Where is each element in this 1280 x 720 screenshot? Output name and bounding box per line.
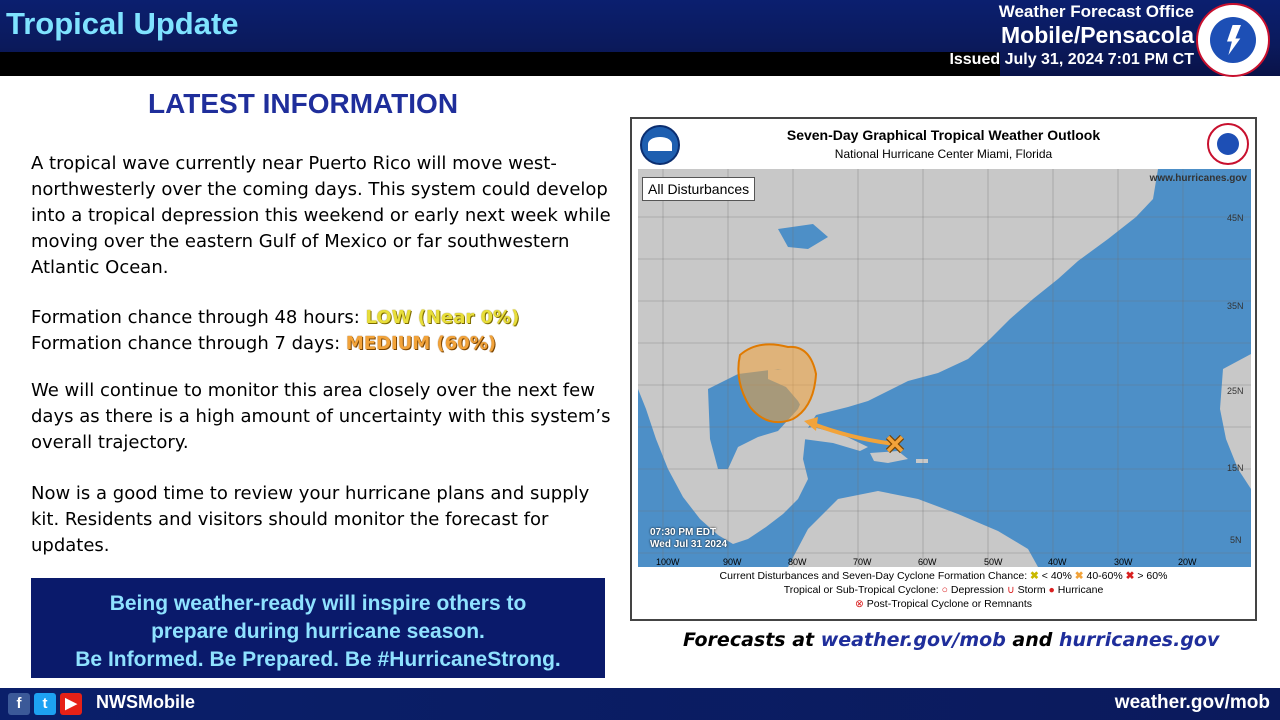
youtube-icon[interactable]: ▶ [60,693,82,715]
legend-row3: Post-Tropical Cyclone or Remnants [866,598,1033,610]
lon-label-40: 40W [1048,557,1067,567]
puerto-rico [916,459,928,463]
weather-ready-box [31,578,605,678]
legend-row2-label: Tropical or Sub-Tropical Cyclone: [783,584,939,596]
lon-label-90: 90W [723,557,742,567]
header-stripe [0,52,1000,76]
weather-gov-link[interactable]: weather.gov/mob [820,629,1006,651]
formation-chances [31,305,611,357]
paragraph-wave: A tropical wave currently near Puerto Rico will move west-northwesterly over the coming days. This system could develop into a tropical depression this weekend or early next week while moving over the eastern Gulf of Mexico or far southwestern Atlantic Ocean. [31,153,611,278]
office-block [949,2,1194,71]
medium-chance-x-icon: ✖ [1074,570,1084,582]
office-name: Mobile/Pensacola [1000,22,1194,48]
lon-label-50: 50W [984,557,1003,567]
map-timestamp [650,527,727,551]
chance7-label: Formation chance through 7 days: [31,333,346,354]
paragraph-monitor: We will continue to monitor this area closely over the next few days as there is a high amount of uncertainty with this system’s overall trajectory. [31,380,611,453]
outlook-map-panel [630,117,1257,621]
forecasts-line [683,629,1219,651]
high-chance-x-icon: ✖ [1125,570,1135,582]
lat-label-35: 35N [1227,301,1244,311]
footer-bar [0,688,1280,720]
storm-icon: ∪ [1006,584,1015,596]
legend-depression: Depression [950,584,1005,596]
legend-storm: Storm [1017,584,1046,596]
page-title: Tropical Update [6,6,239,41]
ready-line2: prepare during hurricane season. [151,620,485,643]
all-disturbances-label: All Disturbances [642,177,755,201]
social-icons [8,693,82,715]
legend-low: < 40% [1041,570,1072,582]
lon-label-100: 100W [656,557,680,567]
legend-med: 40-60% [1086,570,1123,582]
twitter-icon[interactable]: t [34,693,56,715]
legend-row1-label: Current Disturbances and Seven-Day Cyclone Formation Chance: [719,570,1028,582]
header-bar [0,0,1280,76]
ready-line3: Be Informed. Be Prepared. Be #HurricaneStrong. [75,648,561,671]
lat-label-5: 5N [1230,535,1242,545]
nws-small-logo-icon [1207,123,1249,165]
lon-label-70: 70W [853,557,872,567]
outlook-title: Seven-Day Graphical Tropical Weather Outlook [786,127,1101,143]
ready-line1: Being weather-ready will inspire others to [109,592,527,615]
lat-label-15: 15N [1227,463,1244,473]
legend-high: > 60% [1137,570,1168,582]
hurricanes-gov-link[interactable]: hurricanes.gov [1059,629,1220,651]
lat-label-45: 45N [1227,213,1244,223]
office-label: Weather Forecast Office [998,2,1194,21]
low-chance-x-icon: ✖ [1030,570,1039,582]
outlook-subtitle: National Hurricane Center Miami, Florida [834,147,1053,161]
issued-time: Issued July 31, 2024 7:01 PM CT [949,51,1194,68]
outlook-map [638,169,1251,567]
lat-label-25: 25N [1227,386,1244,396]
map-legend [632,569,1255,611]
social-handle: NWSMobile [96,692,195,712]
map-date: Wed Jul 31 2024 [650,539,728,550]
post-tropical-icon: ⊗ [854,598,864,610]
chance48-value: LOW (Near 0%) [365,307,520,328]
hurricane-icon: ● [1048,584,1055,596]
chance7-value: MEDIUM (60%) [345,333,497,354]
lon-label-20: 20W [1178,557,1197,567]
paragraph-plans: Now is a good time to review your hurricane plans and supply kit. Residents and visitors should monitor the forecast for updates. [31,483,590,556]
lon-label-30: 30W [1114,557,1133,567]
latest-info-heading: LATEST INFORMATION [148,88,459,119]
nws-logo-icon [1196,3,1270,77]
hurricanes-website: www.hurricanes.gov [1149,173,1247,184]
facebook-icon[interactable]: f [8,693,30,715]
lon-label-80: 80W [788,557,807,567]
depression-icon: ○ [941,584,948,596]
legend-hurricane: Hurricane [1057,584,1104,596]
lon-label-60: 60W [918,557,937,567]
map-time: 07:30 PM EDT [650,527,717,538]
forecasts-prefix: Forecasts at [683,629,821,651]
forecasts-middle: and [1005,629,1059,651]
footer-url[interactable]: weather.gov/mob [1114,692,1270,713]
chance48-label: Formation chance through 48 hours: [31,307,366,328]
